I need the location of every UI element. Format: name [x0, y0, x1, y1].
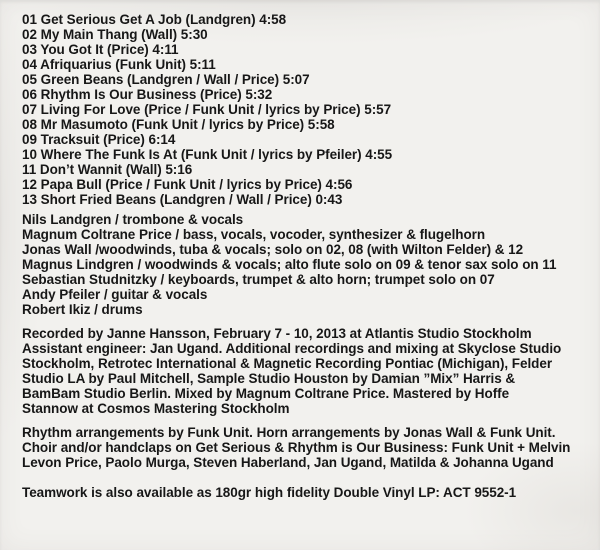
personnel-item: Jonas Wall /woodwinds, tuba & vocals; solo on 02, 08 (with Wilton Felder) & 12	[22, 242, 524, 257]
vinyl-availability-note	[22, 485, 582, 500]
track-item: 12 Papa Bull (Price / Funk Unit / lyrics by Price) 4:56	[22, 177, 353, 192]
track-item: 03 You Got It (Price) 4:11	[22, 42, 179, 57]
arrangement-credits-line: Rhythm arrangements by Funk Unit. Horn arrangements by Jonas Wall & Funk Unit.	[22, 425, 556, 440]
recording-credits-line: Stannow at Cosmos Mastering Stockholm	[22, 401, 290, 416]
personnel-item: Magnus Lindgren / woodwinds & vocals; alto flute solo on 09 & tenor sax solo on 11	[22, 257, 557, 272]
personnel-item: Robert Ikiz / drums	[22, 302, 143, 317]
personnel-item: Magnum Coltrane Price / bass, vocals, vocoder, synthesizer & flugelhorn	[22, 227, 486, 242]
track-item: 10 Where The Funk Is At (Funk Unit / lyrics by Pfeiler) 4:55	[22, 147, 393, 162]
track-item: 01 Get Serious Get A Job (Landgren) 4:58	[22, 12, 287, 27]
recording-credits	[22, 326, 582, 416]
personnel-item: Sebastian Studnitzky / keyboards, trumpet & alto horn; trumpet solo on 07	[22, 272, 495, 287]
personnel-item: Andy Pfeiler / guitar & vocals	[22, 287, 208, 302]
personnel-item: Nils Landgren / trombone & vocals	[22, 212, 244, 227]
arrangement-credits-line: Choir and/or handclaps on Get Serious & Rhythm is Our Business: Funk Unit + Melvin	[22, 440, 571, 455]
track-item: 04 Afriquarius (Funk Unit) 5:11	[22, 57, 216, 72]
recording-credits-line: Assistant engineer: Jan Ugand. Additional recordings and mixing at Skyclose Studio	[22, 341, 562, 356]
track-item: 02 My Main Thang (Wall) 5:30	[22, 27, 208, 42]
track-item: 11 Don’t Wannit (Wall) 5:16	[22, 162, 193, 177]
recording-credits-line: Recorded by Janne Hansson, February 7 - 10, 2013 at Atlantis Studio Stockholm	[22, 326, 532, 341]
recording-credits-line: Studio LA by Paul Mitchell, Sample Studio Houston by Damian ”Mix” Harris &	[22, 371, 516, 386]
track-item: 06 Rhythm Is Our Business (Price) 5:32	[22, 87, 273, 102]
recording-credits-line: BamBam Studio Berlin. Mixed by Magnum Coltrane Price. Mastered by Hoffe	[22, 386, 510, 401]
track-item: 07 Living For Love (Price / Funk Unit / lyrics by Price) 5:57	[22, 102, 392, 117]
arrangement-credits	[22, 425, 582, 470]
track-item: 09 Tracksuit (Price) 6:14	[22, 132, 176, 147]
vinyl-availability-line: Teamwork is also available as 180gr high fidelity Double Vinyl LP: ACT 9552-1	[22, 485, 517, 500]
arrangement-credits-line: Levon Price, Paolo Murga, Steven Haberland, Jan Ugand, Matilda & Johanna Ugand	[22, 455, 554, 470]
track-item: 05 Green Beans (Landgren / Wall / Price) 5:07	[22, 72, 310, 87]
personnel-list	[22, 212, 582, 317]
track-list	[22, 12, 582, 207]
recording-credits-line: Stockholm, Retrotec International & Magnetic Recording Pontiac (Michigan), Felder	[22, 356, 553, 371]
track-item: 13 Short Fried Beans (Landgren / Wall / Price) 0:43	[22, 192, 343, 207]
track-item: 08 Mr Masumoto (Funk Unit / lyrics by Price) 5:58	[22, 117, 335, 132]
